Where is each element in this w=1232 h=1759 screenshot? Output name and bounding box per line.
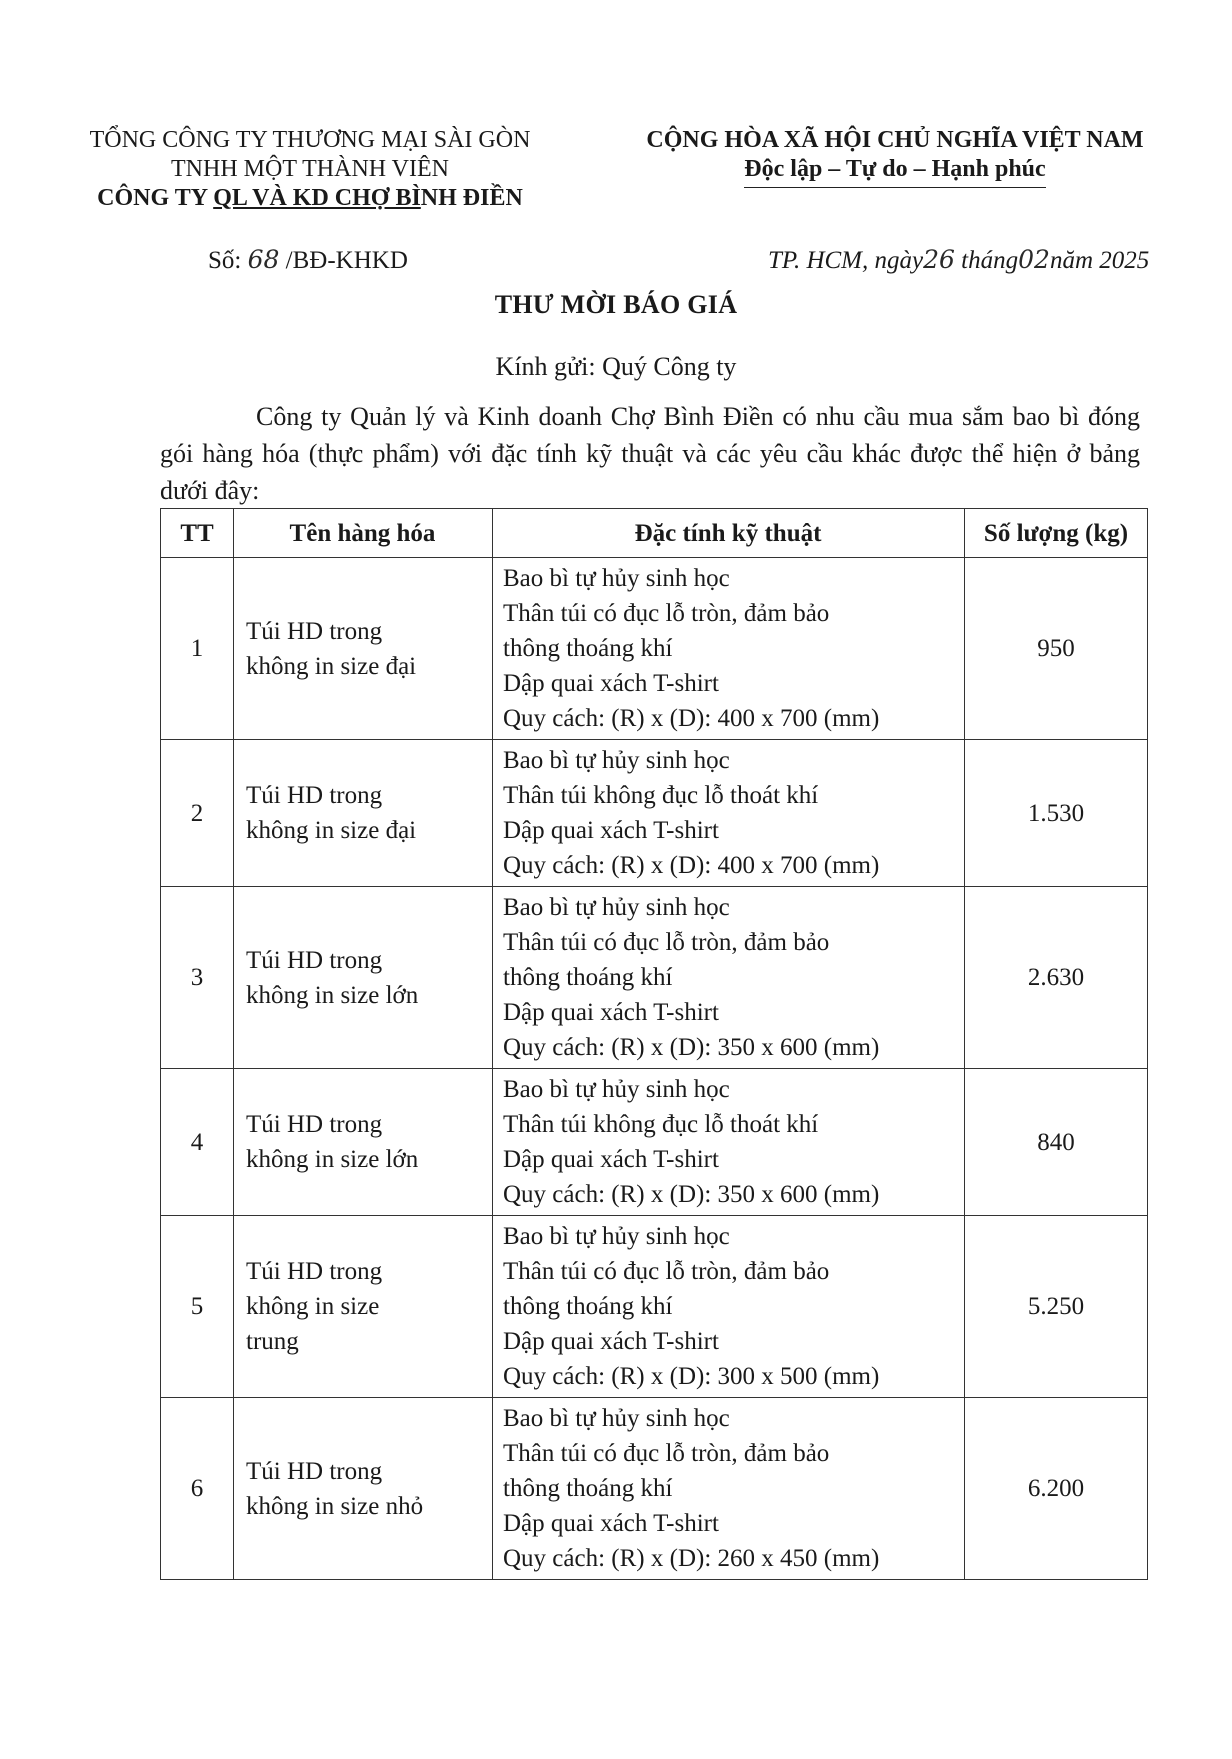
item-spec-line: Quy cách: (R) x (D): 260 x 450 (mm) — [503, 1545, 880, 1572]
row-number: 2 — [161, 740, 234, 887]
table-row — [161, 740, 1148, 887]
item-spec-line: thông thoáng khí — [503, 1293, 673, 1320]
item-quantity: 950 — [965, 558, 1148, 740]
org-line-2: TNHH MỘT THÀNH VIÊN — [171, 156, 449, 182]
goods-table — [160, 508, 1148, 1580]
org-line-1: TỔNG CÔNG TY THƯƠNG MẠI SÀI GÒN — [89, 127, 531, 153]
item-spec-line: Thân túi có đục lỗ tròn, đảm bảo — [503, 1258, 830, 1285]
row-number: 5 — [161, 1216, 234, 1398]
item-name — [234, 887, 493, 1069]
item-name-line: không in size nhỏ — [246, 1492, 424, 1520]
item-spec-line: Dập quai xách T-shirt — [503, 999, 719, 1026]
item-spec — [493, 1069, 965, 1216]
header-tt: TT — [161, 509, 234, 558]
item-spec-line: Dập quai xách T-shirt — [503, 1146, 719, 1173]
item-spec-line: Quy cách: (R) x (D): 350 x 600 (mm) — [503, 1181, 880, 1208]
handwritten-month: 02 — [1018, 245, 1050, 274]
item-spec-line: Thân túi có đục lỗ tròn, đảm bảo — [503, 600, 830, 627]
item-spec-line: Bao bì tự hủy sinh học — [503, 747, 730, 774]
item-spec-line: Thân túi có đục lỗ tròn, đảm bảo — [503, 1440, 830, 1467]
place-date: TP. HCM, ngày26 tháng02năm 2025 — [768, 245, 1150, 274]
item-spec-line: Dập quai xách T-shirt — [503, 670, 719, 697]
row-number: 4 — [161, 1069, 234, 1216]
item-quantity: 6.200 — [965, 1398, 1148, 1580]
item-spec-line: Dập quai xách T-shirt — [503, 1510, 719, 1537]
item-spec — [493, 558, 965, 740]
intro-paragraph: Công ty Quản lý và Kinh doanh Chợ Bình Điền có nhu cầu mua sắm bao bì đóng gói hàng hóa (thực phẩm) với đặc tính kỹ thuật và các yêu cầu khác được thể hiện ở bảng dưới đây: — [160, 402, 1140, 505]
item-spec-line: Dập quai xách T-shirt — [503, 1328, 719, 1355]
table-row — [161, 558, 1148, 740]
document-title: THƯ MỜI BÁO GIÁ — [494, 290, 738, 319]
handwritten-day: 26 — [923, 245, 955, 274]
item-spec-line: Bao bì tự hủy sinh học — [503, 1223, 730, 1250]
item-spec-line: Thân túi không đục lỗ thoát khí — [503, 782, 819, 809]
table-row — [161, 1398, 1148, 1580]
item-spec-line: Bao bì tự hủy sinh học — [503, 1076, 730, 1103]
item-name-line: Túi HD trong — [246, 1457, 383, 1485]
row-number: 1 — [161, 558, 234, 740]
item-quantity: 5.250 — [965, 1216, 1148, 1398]
header-name: Tên hàng hóa — [234, 509, 493, 558]
item-spec — [493, 887, 965, 1069]
item-quantity: 840 — [965, 1069, 1148, 1216]
header-qty: Số lượng (kg) — [965, 509, 1148, 558]
item-spec-line: Dập quai xách T-shirt — [503, 817, 719, 844]
item-spec-line: Quy cách: (R) x (D): 400 x 700 (mm) — [503, 852, 880, 879]
item-spec — [493, 1216, 965, 1398]
row-number: 3 — [161, 887, 234, 1069]
org-line-3: CÔNG TY QL VÀ KD CHỢ BÌNH ĐIỀN — [97, 185, 523, 211]
header-spec: Đặc tính kỹ thuật — [493, 509, 965, 558]
item-spec — [493, 1398, 965, 1580]
item-spec-line: Bao bì tự hủy sinh học — [503, 1405, 730, 1432]
item-spec-line: Quy cách: (R) x (D): 400 x 700 (mm) — [503, 705, 880, 732]
item-name-line: không in size lớn — [246, 1146, 419, 1173]
item-spec-line: Thân túi không đục lỗ thoát khí — [503, 1111, 819, 1138]
item-spec-line: thông thoáng khí — [503, 1475, 673, 1502]
item-spec — [493, 740, 965, 887]
handwritten-number: 68 — [247, 245, 280, 274]
row-number: 6 — [161, 1398, 234, 1580]
item-quantity: 2.630 — [965, 887, 1148, 1069]
item-name — [234, 558, 493, 740]
table-header-row — [161, 509, 1148, 558]
item-name-line: Túi HD trong — [246, 1258, 383, 1285]
item-name — [234, 1398, 493, 1580]
item-name-line: không in size — [246, 1293, 380, 1320]
item-name-line: trung — [246, 1328, 299, 1355]
item-name — [234, 1216, 493, 1398]
document-number: Số: 68 /BĐ-KHKD — [208, 245, 408, 274]
item-name-line: Túi HD trong — [246, 946, 383, 974]
item-spec-line: Quy cách: (R) x (D): 350 x 600 (mm) — [503, 1034, 880, 1061]
national-header — [610, 126, 1180, 188]
item-quantity: 1.530 — [965, 740, 1148, 887]
item-name-line: không in size đại — [246, 652, 417, 680]
table-row — [161, 1216, 1148, 1398]
item-spec-line: Quy cách: (R) x (D): 300 x 500 (mm) — [503, 1363, 880, 1390]
item-name-line: Túi HD trong — [246, 617, 383, 645]
organization-header — [70, 126, 550, 213]
item-name-line: không in size lớn — [246, 981, 419, 1009]
item-spec-line: Bao bì tự hủy sinh học — [503, 894, 730, 921]
nation-motto: Độc lập – Tự do – Hạnh phúc — [610, 155, 1180, 188]
table-body — [161, 558, 1148, 1580]
item-name-line: Túi HD trong — [246, 1111, 383, 1138]
item-spec-line: Bao bì tự hủy sinh học — [503, 565, 730, 592]
table-row — [161, 1069, 1148, 1216]
table-row — [161, 887, 1148, 1069]
item-name — [234, 1069, 493, 1216]
salutation: Kính gửi: Quý Công ty — [495, 352, 737, 381]
item-spec-line: Thân túi có đục lỗ tròn, đảm bảo — [503, 929, 830, 956]
item-spec-line: thông thoáng khí — [503, 635, 673, 662]
item-spec-line: thông thoáng khí — [503, 964, 673, 991]
item-name-line: không in size đại — [246, 817, 417, 844]
nation-title: CỘNG HÒA XÃ HỘI CHỦ NGHĨA VIỆT NAM — [646, 127, 1144, 153]
item-name — [234, 740, 493, 887]
item-name-line: Túi HD trong — [246, 782, 383, 809]
